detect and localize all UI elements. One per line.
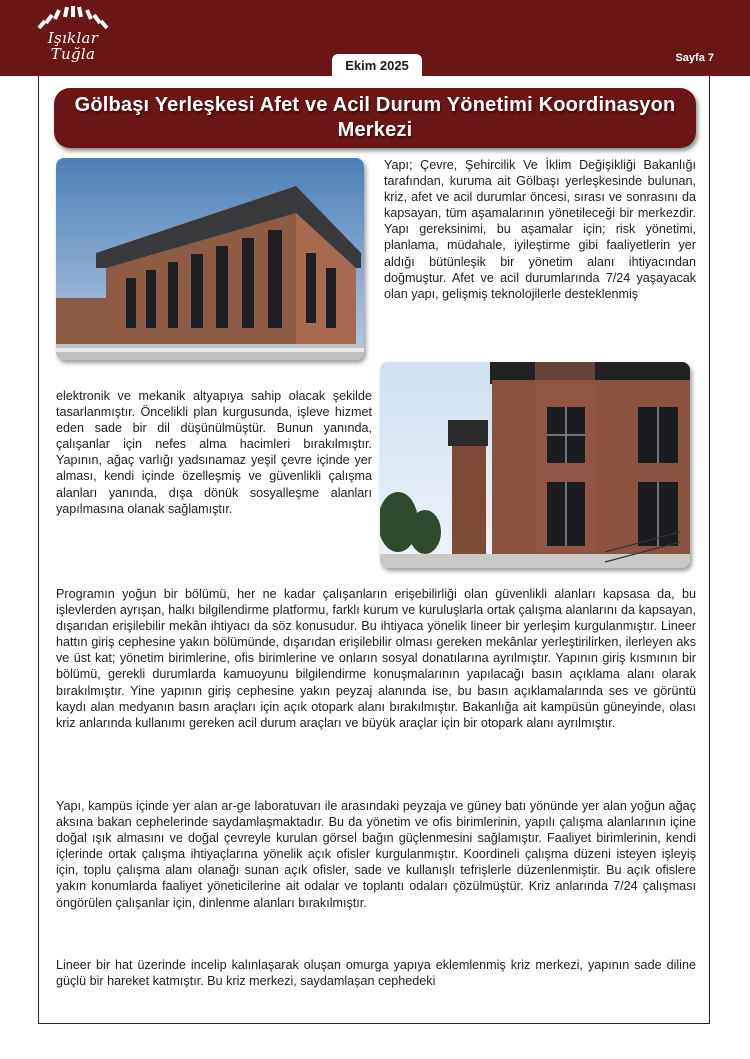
- paragraph-intro: Yapı; Çevre, Şehircilik Ve İklim Değişikliği Bakanlığı tarafından, kuruma ait Gölbaşı yerleşkesinde bulunan, kriz, afet ve acil durumlar öncesi, sırası ve sonrasını da kapsayan, tüm aşamalarının yönetileceği bir merkezdir. Yapı gereksinimi, bu aşamalar için; risk yönetimi, planlama, müdahale, iyileştirme gibi faaliyetlerin yer aldığı bütünleşik bir yönetim alanı ihtiyacından doğmuştur. Afet ve acil durumlarında 7/24 yaşayacak olan yapı, gelişmiş teknolojilerle desteklenmiş: [384, 158, 696, 301]
- article-title-banner: [54, 88, 696, 148]
- building-corner-photo: [380, 362, 690, 568]
- paragraph-design: elektronik ve mekanik altyapıya sahip olacak şekilde tasarlanmıştır. Öncelikli plan kurgusunda, işleve hizmet eden sade bir dil düşünülmüştür. Bunun yanında, çalışanlar için nefes alma hacimleri bırakılmıştır. Yapının, ağaç varlığı yadsınamaz yeşil çevre içinde yer alması, kendi içinde özelleşmiş ve güvenlikli çalışma alanları yanında, dışa dönük sosyalleşme alanları yapılmasına olanak sağlamıştır.: [56, 389, 372, 516]
- building-exterior-photo: [56, 158, 364, 360]
- logo-line-1: Işıklar: [47, 29, 99, 47]
- logo-line-2: Tuğla: [50, 45, 96, 63]
- issue-date: Ekim 2025: [332, 54, 422, 78]
- article-title: Gölbaşı Yerleşkesi Afet ve Acil Durum Yönetimi Koordinasyon Merkezi: [74, 94, 676, 141]
- sunburst-logo-icon: [33, 4, 113, 30]
- logo: [18, 4, 128, 74]
- paragraph-facade: Yapı, kampüs içinde yer alan ar-ge laboratuvarı ile arasındaki peyzaja ve güney batı yönünde yer alan yoğun ağaç aksına bakan cephelerinde saydamlaşmaktadır. Bu da yönetim ve ofis birimlerinin, yapılı çalışma alanlarının içine doğal ışık almasını ve doğal çevreyle kurulan görsel bağın güçlenmesini sağlamıştır. Faaliyet birimlerinin, kendi içlerinde ortak çalışma ihtiyaçlarına yönelik açık ofisler kurgulanmıştır. Koordineli çalışma düzeni isteyen işleyiş için, toplu çalışma alanı olanağı sunan açık ofisler, sade ve kullanışlı tefrişlerle düzenlenmiştir. Bu açık ofislere yakın konumlarda faaliyet yöneticilerine ait odalar ve toplantı odaları çözülmüştür. Kriz anlarında 7/24 çalışması öngörülen çalışanlar için, dinlenme alanları bırakılmıştır.: [56, 799, 696, 910]
- page-number: Sayfa 7: [675, 52, 714, 64]
- paragraph-crisis-center: Lineer bir hat üzerinde incelip kalınlaşarak oluşan omurga yapıya eklemlenmiş kriz merkezi, yapının sade diline güçlü bir hareket katmıştır. Bu kriz merkezi, saydamlaşan cephedeki: [56, 958, 696, 989]
- paragraph-program: Programın yoğun bir bölümü, her ne kadar çalışanların erişebilirliği olan güvenlikli alanları kapsasa da, bu işlevlerden ayrışan, halkı bilgilendirme platformu, farklı kurum ve kuruluşlarla ortak çalışma alanlarını da kapsayan, dışarıdan erişilebilir mekân ihtiyacı da söz konusudur. Bu ihtiyaca yönelik lineer bir yerleşim kurgulanmıştır. Lineer hattın giriş cephesine yakın bölümünde, dışarıdan erişilebilir olması gereken mekânlar yerleştirilirken, ilerleyen aks ve üst kat; yönetim birimlerine, ofis birimlerine ve onların sosyal donatılarına ayrılmıştır. Yapının giriş kısmının bir bölümü, gerekli durumlarda kamuoyunu bilgilendirme konuşmalarının yapılacağı basın açıklama alanı olarak bırakılmıştır. Yine yapının giriş cephesine yakın peyzaj alanında ise, bu basın açıklamalarında ses ve görüntü kaydı alan medyanın basın araçları için açık otopark alanı bırakılmıştır. Bakanlığa ait kampüsün güneyinde, olası kriz anlarında kullanımı gereken acil durum araçları ve büyük araçlar için bir otopark alanı ayrılmıştır.: [56, 587, 696, 730]
